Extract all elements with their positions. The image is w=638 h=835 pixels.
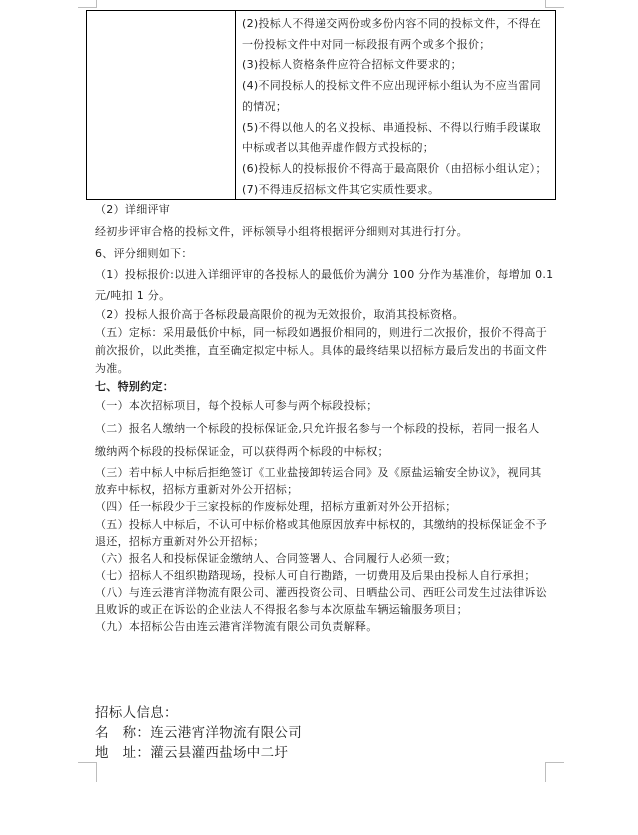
body-line: （六）报名人和投标保证金缴纳人、合同签署人、合同履行人必须一致；: [95, 552, 457, 565]
body-line: 为准。: [95, 362, 129, 375]
body-line: 经初步评审合格的投标文件，评标领导小组将根据评分细则对其进行打分。: [95, 225, 468, 238]
body-line: 缴纳两个标段的投标保证金，可以获得两个标段的中标权；: [95, 445, 389, 458]
body-line: （五）投标人中标后，不认可中标价格或其他原因放弃中标权的，其缴纳的投标保证金不予: [95, 518, 547, 531]
document-body: [95, 200, 554, 634]
tenderer-name-line: 名 称：连云港宵洋物流有限公司: [95, 725, 302, 741]
margin-crop-mark-bottom-right: [545, 762, 564, 782]
table-item: (3)投标人资格条件应符合招标文件要求的；: [242, 58, 462, 72]
body-line: （2）投标人报价高于各标段最高限价的视为无效报价，取消其投标资格。: [95, 308, 464, 321]
table-cell-conditions: [236, 11, 555, 199]
tenderer-info-block: [95, 705, 302, 762]
body-line: 退还，招标方重新对外公开招标；: [95, 535, 265, 548]
body-line: （一）本次招标项目，每个投标人可参与两个标段投标；: [95, 399, 378, 412]
table-item: (7)不得违反招标文件其它实质性要求。: [242, 182, 440, 196]
margin-crop-mark-bottom-left: [78, 762, 97, 782]
body-line: 前次报价，以此类推，直至确定拟定中标人。具体的最终结果以招标方最后发出的书面文件: [95, 344, 547, 357]
margin-crop-mark-top-right: [545, 0, 564, 8]
body-line: 元/吨扣 1 分。: [95, 289, 171, 302]
body-line: （九）本招标公告由连云港宵洋物流有限公司负责解释。: [95, 620, 378, 633]
body-line: （七）招标人不组织勘踏现场，投标人可自行勘踏，一切费用及后果由投标人自行承担；: [95, 569, 536, 582]
margin-crop-mark-top-left: [78, 0, 97, 8]
body-line: （八）与连云港宵洋物流有限公司、灌西投资公司、日晒盐公司、西旺公司发生过法律诉讼: [95, 586, 547, 599]
tenderer-info-heading: 招标人信息：: [95, 705, 178, 721]
table-item: (5)不得以他人的名义投标、串通投标、不得以行贿手段谋取中标或者以其他弄虚作假方式投标的；: [242, 120, 541, 155]
table-item: (6)投标人的投标报价不得高于最高限价（由招标小组认定）；: [242, 161, 547, 175]
table-item: (4)不同投标人的投标文件不应出现评标小组认为不应当雷同的情况；: [242, 79, 541, 113]
body-line: 且败诉的或正在诉讼的企业法人不得报名参与本次原盐车辆运输服务项目；: [95, 603, 468, 616]
body-line: 放弃中标权，招标方重新对外公开招标；: [95, 483, 299, 496]
table-item: (2)投标人不得递交两份或多份内容不同的投标文件，不得在一份投标文件中对同一标段报有两个或多个报价；: [242, 17, 541, 51]
body-line: （四）任一标段少于三家投标的作废标处理，招标方重新对外公开招标；: [95, 500, 457, 513]
bid-conditions-table: [86, 10, 556, 200]
tenderer-address-line: 地 址：灌云县灌西盐场中二圩: [95, 745, 289, 761]
body-line: （1）投标报价:以进入详细评审的各投标人的最低价为满分 100 分作为基准价，每增加 0.1: [95, 268, 554, 281]
body-line: （二）报名人缴纳一个标段的投标保证金,只允许报名参与一个标段的投标，若同一报名人: [95, 422, 540, 435]
body-line: （五）定标：采用最低价中标，同一标段如遇报价相同的，则进行二次报价，报价不得高于: [95, 326, 547, 339]
body-line: （2）详细评审: [95, 203, 171, 216]
section-heading-special-stipulations: 七、特别约定：: [95, 380, 175, 393]
table-cell-left-empty: [87, 11, 236, 199]
body-line: 6、评分细则如下：: [95, 247, 193, 260]
body-line: （三）若中标人中标后拒绝签订《工业盐接卸转运合同》及《原盐运输安全协议》，视同其: [95, 466, 542, 479]
